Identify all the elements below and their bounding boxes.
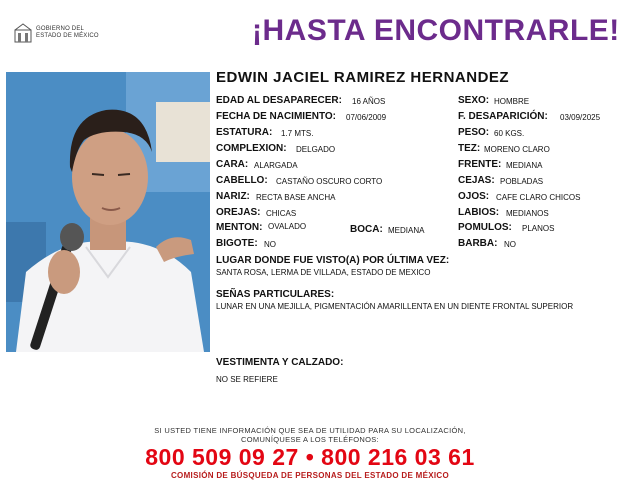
value-cheekbones: PLANOS bbox=[522, 224, 555, 233]
phone-numbers: 800 509 09 27 • 800 216 03 61 bbox=[145, 444, 475, 470]
value-disappearance-date: 03/09/2025 bbox=[560, 113, 601, 122]
label-face: CARA: bbox=[216, 159, 249, 170]
value-nose: RECTA BASE ANCHA bbox=[256, 193, 336, 202]
value-eyebrows: POBLADAS bbox=[500, 177, 544, 186]
value-sex: HOMBRE bbox=[494, 97, 530, 106]
contact-note-line-1: SI USTED TIENE INFORMACIÓN QUE SEA DE UTILIDAD PARA SU LOCALIZACIÓN, bbox=[154, 426, 466, 435]
value-forehead: MEDIANA bbox=[506, 161, 543, 170]
label-nose: NARIZ: bbox=[216, 191, 250, 202]
last-seen-label: LUGAR DONDE FUE VISTO(A) POR ÚLTIMA VEZ: bbox=[216, 255, 450, 266]
label-eyebrows: CEJAS: bbox=[458, 175, 495, 186]
clothing-value: NO SE REFIERE bbox=[216, 375, 278, 384]
label-forehead: FRENTE: bbox=[458, 159, 502, 170]
label-chin: MENTON: bbox=[216, 222, 263, 233]
value-ears: CHICAS bbox=[266, 209, 297, 218]
value-face: ALARGADA bbox=[254, 161, 298, 170]
logo-line-2: ESTADO DE MÉXICO bbox=[36, 33, 99, 39]
label-cheekbones: POMULOS: bbox=[458, 222, 512, 233]
government-logo bbox=[12, 22, 122, 44]
last-seen-value: SANTA ROSA, LERMA DE VILLADA, ESTADO DE MEXICO bbox=[216, 268, 431, 277]
label-disappearance-date: F. DESAPARICIÓN: bbox=[458, 111, 548, 122]
label-age: EDAD AL DESAPARECER: bbox=[216, 95, 342, 106]
label-ears: OREJAS: bbox=[216, 207, 261, 218]
value-build: DELGADO bbox=[296, 145, 336, 154]
label-mouth: BOCA: bbox=[350, 224, 383, 235]
label-weight: PESO: bbox=[458, 127, 490, 138]
logo-line-1: GOBIERNO DEL bbox=[36, 26, 85, 32]
label-height: ESTATURA: bbox=[216, 127, 273, 138]
value-height: 1.7 MTS. bbox=[281, 129, 314, 138]
distinguishing-marks-label: SEÑAS PARTICULARES: bbox=[216, 289, 335, 300]
label-birth-date: FECHA DE NACIMIENTO: bbox=[216, 111, 336, 122]
label-beard: BARBA: bbox=[458, 238, 498, 249]
value-eyes: CAFE CLARO CHICOS bbox=[496, 193, 581, 202]
value-beard: NO bbox=[504, 240, 516, 249]
value-birth-date: 07/06/2009 bbox=[346, 113, 387, 122]
contact-note-line-2: COMUNÍQUESE A LOS TELÉFONOS: bbox=[241, 435, 379, 444]
contact-note bbox=[0, 426, 620, 444]
clothing-label: VESTIMENTA Y CALZADO: bbox=[216, 357, 344, 368]
state-emblem-icon bbox=[12, 22, 34, 44]
headline: ¡HASTA ENCONTRARLE! bbox=[252, 14, 620, 47]
value-complexion: MORENO CLARO bbox=[484, 145, 550, 154]
value-weight: 60 KGS. bbox=[494, 129, 525, 138]
commission-name: COMISIÓN DE BÚSQUEDA DE PERSONAS DEL ESTADO DE MÉXICO bbox=[170, 471, 449, 480]
label-hair: CABELLO: bbox=[216, 175, 268, 186]
label-lips: LABIOS: bbox=[458, 207, 500, 218]
label-build: COMPLEXION: bbox=[216, 143, 287, 154]
value-age: 16 AÑOS bbox=[352, 97, 386, 106]
value-hair: CASTAÑO OSCURO CORTO bbox=[276, 177, 383, 186]
value-lips: MEDIANOS bbox=[506, 209, 549, 218]
label-mustache: BIGOTE: bbox=[216, 238, 258, 249]
person-photo bbox=[6, 72, 210, 352]
value-mustache: NO bbox=[264, 240, 276, 249]
label-complexion: TEZ: bbox=[458, 143, 481, 154]
distinguishing-marks-value: LUNAR EN UNA MEJILLA, PIGMENTACIÓN AMARILLENTA EN UN DIENTE FRONTAL SUPERIOR bbox=[216, 302, 574, 311]
label-sex: SEXO: bbox=[458, 95, 490, 106]
value-mouth: MEDIANA bbox=[388, 226, 425, 235]
value-chin: OVALADO bbox=[268, 222, 307, 231]
label-eyes: OJOS: bbox=[458, 191, 490, 202]
person-name: EDWIN JACIEL RAMIREZ HERNANDEZ bbox=[216, 69, 510, 86]
